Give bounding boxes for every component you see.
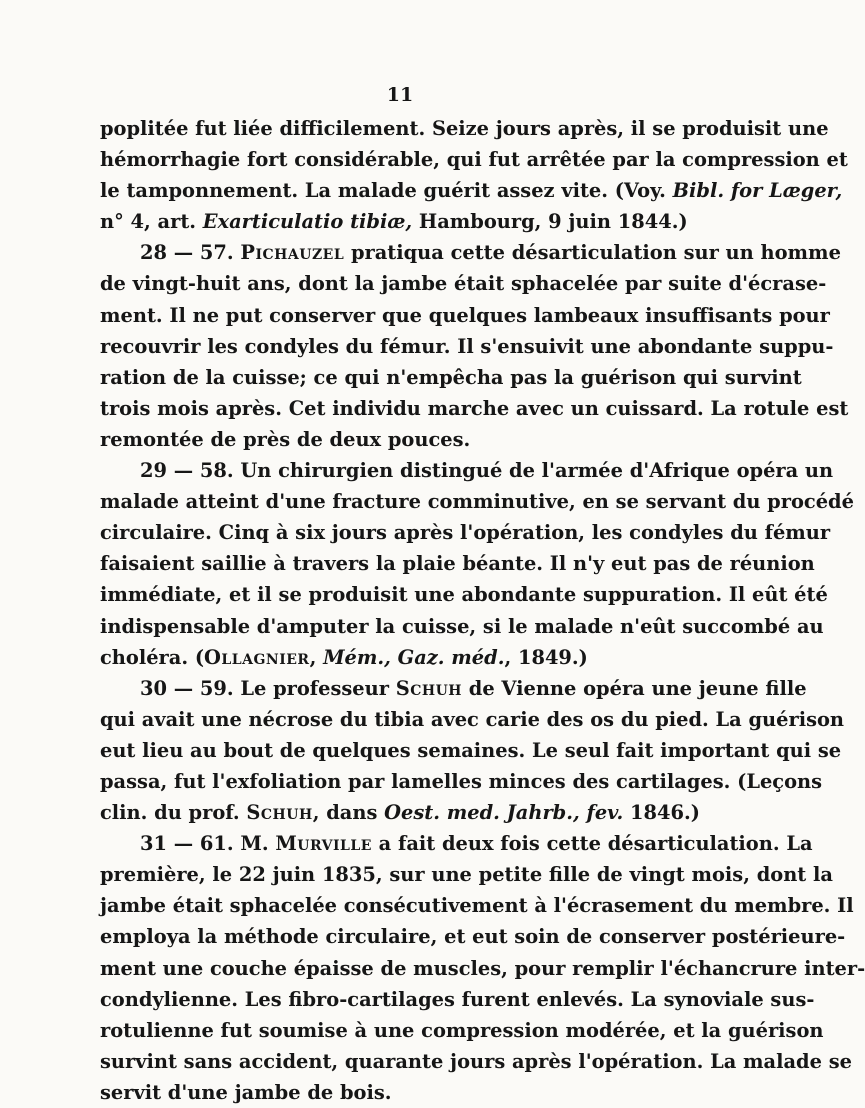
text-line bbox=[100, 859, 833, 890]
text-segment: eut lieu au bout de quelques semaines. Le seul fait important qui se bbox=[100, 738, 842, 762]
text-line bbox=[100, 113, 829, 144]
text-segment: remontée de près de deux pouces. bbox=[100, 427, 471, 451]
text-segment: pratiqua cette désarticulation sur un homme bbox=[344, 241, 841, 265]
text-segment: immédiate, et il se produisit une abondante suppuration. Il eût été bbox=[100, 583, 828, 607]
text-segment: 30 — 59. Le professeur bbox=[140, 676, 396, 700]
text-line bbox=[100, 362, 802, 393]
citation-title: Mém., Gaz. méd. bbox=[323, 645, 505, 669]
body-text bbox=[100, 113, 865, 1108]
text-segment: recouvrir les condyles du fémur. Il s'ensuivit une abondante suppu- bbox=[100, 334, 834, 358]
text-line bbox=[100, 611, 824, 642]
text-segment: le tamponnement. La malade guérit assez vite. (Voy. bbox=[100, 179, 673, 203]
text-line bbox=[100, 517, 831, 548]
text-segment: qui avait une nécrose du tibia avec carie des os du pied. La guérison bbox=[100, 707, 845, 731]
text-segment: de Vienne opéra une jeune fille bbox=[462, 676, 807, 700]
text-line bbox=[100, 735, 842, 766]
text-line bbox=[100, 206, 700, 237]
text-line bbox=[100, 579, 828, 610]
text-segment: hémorrhagie fort considérable, qui fut arrêtée par la compression et bbox=[100, 148, 848, 172]
text-line bbox=[100, 766, 823, 797]
text-line bbox=[100, 642, 700, 673]
author-name: Schuh bbox=[246, 801, 313, 825]
text-segment: 1846.) bbox=[623, 801, 700, 825]
text-line bbox=[100, 1015, 824, 1046]
text-line bbox=[100, 300, 830, 331]
text-line bbox=[100, 455, 834, 486]
text-line bbox=[100, 704, 845, 735]
text-segment: Hambourg, 9 juin 1844.) bbox=[412, 210, 688, 234]
author-name: Pichauzel bbox=[240, 241, 345, 265]
text-segment: servit d'une jambe de bois. bbox=[100, 1080, 392, 1104]
text-segment: passa, fut l'exfoliation par lamelles minces des cartilages. (Leçons bbox=[100, 769, 823, 793]
text-segment: trois mois après. Cet individu marche avec un cuissard. La rotule est bbox=[100, 396, 849, 420]
text-segment: , 1849.) bbox=[504, 645, 588, 669]
text-segment: jambe était sphacelée consécutivement à l'écrasement du membre. Il bbox=[100, 894, 854, 918]
text-line bbox=[100, 144, 848, 175]
text-segment: faisaient saillie à travers la plaie béante. Il n'y eut pas de réunion bbox=[100, 552, 815, 576]
text-segment: poplitée fut liée difficilement. Seize jours après, il se produisit une bbox=[100, 117, 829, 140]
text-segment: , dans bbox=[312, 801, 385, 825]
text-line bbox=[100, 486, 854, 517]
text-segment: ment. Il ne put conserver que quelques lambeaux insuffisants pour bbox=[100, 303, 830, 327]
text-line bbox=[100, 268, 827, 299]
text-segment: n° 4, art. bbox=[100, 210, 203, 234]
text-segment: malade atteint d'une fracture comminutive, en se servant du procédé bbox=[100, 490, 854, 514]
text-line bbox=[100, 953, 865, 984]
text-segment: choléra. ( bbox=[100, 645, 204, 669]
text-segment: rotulienne fut soumise à une compression modérée, et la guérison bbox=[100, 1018, 824, 1042]
text-segment: , bbox=[309, 645, 324, 669]
text-segment: clin. du prof. bbox=[100, 801, 247, 825]
citation-title: Oest. med. Jahrb., fev. bbox=[384, 801, 624, 825]
author-name: Ollagnier bbox=[204, 645, 310, 669]
page-number: 11 bbox=[386, 84, 414, 106]
author-name: Murville bbox=[275, 832, 372, 856]
text-segment: 31 — 61. M. bbox=[140, 832, 276, 856]
text-line bbox=[100, 175, 843, 206]
text-segment: employa la méthode circulaire, et eut soin de conserver postérieure- bbox=[100, 925, 846, 949]
text-line bbox=[100, 1077, 700, 1108]
text-line bbox=[100, 393, 849, 424]
citation-title: Exarticulatio tibiæ, bbox=[202, 210, 413, 234]
text-segment: a fait deux fois cette désarticulation. La bbox=[371, 832, 813, 856]
text-segment: circulaire. Cinq à six jours après l'opération, les condyles du fémur bbox=[100, 521, 831, 545]
text-segment: ration de la cuisse; ce qui n'empêcha pas la guérison qui survint bbox=[100, 365, 802, 389]
text-line bbox=[100, 424, 700, 455]
text-line bbox=[100, 828, 813, 859]
author-name: Schuh bbox=[395, 676, 463, 700]
text-line bbox=[100, 673, 807, 704]
text-line bbox=[100, 890, 854, 921]
text-line bbox=[100, 797, 700, 828]
text-segment: 28 — 57. bbox=[140, 241, 241, 265]
text-line bbox=[100, 331, 834, 362]
text-segment: de vingt-huit ans, dont la jambe était sphacelée par suite d'écrase- bbox=[100, 272, 827, 296]
text-segment: indispensable d'amputer la cuisse, si le malade n'eût succombé au bbox=[100, 614, 824, 638]
citation-title: Bibl. for Læger, bbox=[672, 179, 843, 203]
text-segment: survint sans accident, quarante jours après l'opération. La malade se bbox=[100, 1049, 852, 1073]
text-segment: condylienne. Les fibro-cartilages furent enlevés. La synoviale sus- bbox=[100, 987, 815, 1011]
text-line bbox=[100, 984, 815, 1015]
text-line bbox=[100, 548, 815, 579]
text-line bbox=[100, 921, 846, 952]
text-segment: 29 — 58. Un chirurgien distingué de l'armée d'Afrique opéra un bbox=[140, 459, 834, 483]
text-line bbox=[100, 1046, 852, 1077]
text-line bbox=[100, 237, 841, 268]
text-segment: ment une couche épaisse de muscles, pour remplir l'échancrure inter- bbox=[100, 956, 865, 980]
text-segment: première, le 22 juin 1835, sur une petite fille de vingt mois, dont la bbox=[100, 863, 833, 887]
